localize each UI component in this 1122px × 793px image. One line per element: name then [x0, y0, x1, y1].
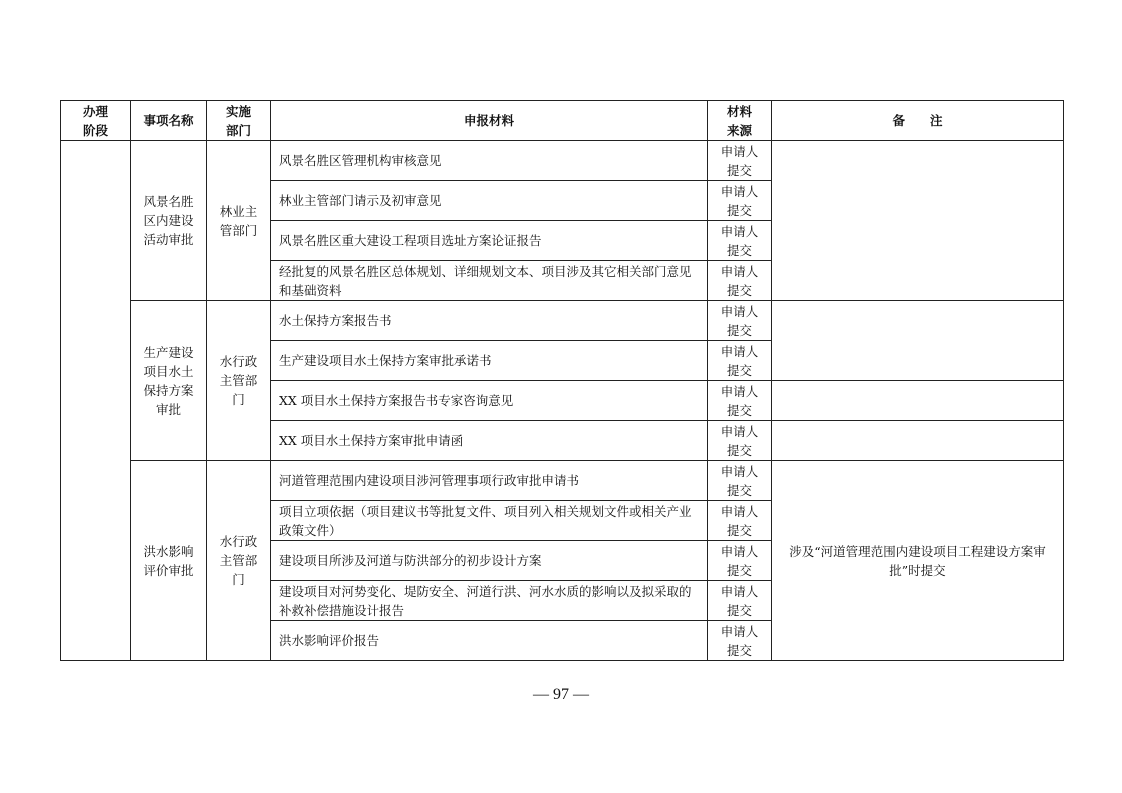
material-cell: 经批复的风景名胜区总体规划、详细规划文本、项目涉及其它相关部门意见和基础资料	[271, 261, 708, 301]
source-cell: 申请人 提交	[708, 581, 772, 621]
material-cell: 风景名胜区管理机构审核意见	[271, 141, 708, 181]
source-cell: 申请人 提交	[708, 621, 772, 661]
stage-cell	[61, 141, 131, 661]
item-name-cell: 风景名胜 区内建设 活动审批	[131, 141, 207, 301]
material-cell: 风景名胜区重大建设工程项目选址方案论证报告	[271, 221, 708, 261]
table-row	[61, 141, 1064, 181]
material-cell: 水土保持方案报告书	[271, 301, 708, 341]
header-materials: 申报材料	[271, 101, 708, 141]
source-cell: 申请人 提交	[708, 221, 772, 261]
material-cell: XX 项目水土保持方案审批申请函	[271, 421, 708, 461]
remarks-cell	[772, 381, 1064, 421]
dept-cell: 水行政 主管部 门	[207, 461, 271, 661]
page-number: — 97 —	[533, 686, 589, 703]
material-cell: 项目立项依据（项目建议书等批复文件、项目列入相关规划文件或相关产业政策文件）	[271, 501, 708, 541]
material-cell: XX 项目水土保持方案报告书专家咨询意见	[271, 381, 708, 421]
source-cell: 申请人 提交	[708, 461, 772, 501]
source-cell: 申请人 提交	[708, 141, 772, 181]
header-source: 材料 来源	[708, 101, 772, 141]
dept-cell: 水行政 主管部 门	[207, 301, 271, 461]
source-cell: 申请人 提交	[708, 181, 772, 221]
remarks-cell: 涉及“河道管理范围内建设项目工程建设方案审批”时提交	[772, 461, 1064, 661]
source-cell: 申请人 提交	[708, 381, 772, 421]
item-name-cell: 生产建设 项目水土 保持方案 审批	[131, 301, 207, 461]
material-cell: 建设项目对河势变化、堤防安全、河道行洪、河水水质的影响以及拟采取的补救补偿措施设计报告	[271, 581, 708, 621]
material-cell: 河道管理范围内建设项目涉河管理事项行政审批申请书	[271, 461, 708, 501]
dept-cell: 林业主 管部门	[207, 141, 271, 301]
approval-materials-table	[60, 100, 1064, 661]
source-cell: 申请人 提交	[708, 421, 772, 461]
material-cell: 林业主管部门请示及初审意见	[271, 181, 708, 221]
source-cell: 申请人 提交	[708, 261, 772, 301]
header-dept: 实施 部门	[207, 101, 271, 141]
remarks-cell	[772, 421, 1064, 461]
material-cell: 生产建设项目水土保持方案审批承诺书	[271, 341, 708, 381]
source-cell: 申请人 提交	[708, 341, 772, 381]
remarks-cell	[772, 141, 1064, 301]
source-cell: 申请人 提交	[708, 541, 772, 581]
header-row	[61, 101, 1064, 141]
header-stage: 办理 阶段	[61, 101, 131, 141]
source-cell: 申请人 提交	[708, 501, 772, 541]
header-remarks: 备 注	[772, 101, 1064, 141]
table-row	[61, 301, 1064, 341]
item-name-cell: 洪水影响 评价审批	[131, 461, 207, 661]
header-item-name: 事项名称	[131, 101, 207, 141]
table-row	[61, 461, 1064, 501]
material-cell: 建设项目所涉及河道与防洪部分的初步设计方案	[271, 541, 708, 581]
remarks-cell	[772, 301, 1064, 381]
material-cell: 洪水影响评价报告	[271, 621, 708, 661]
source-cell: 申请人 提交	[708, 301, 772, 341]
